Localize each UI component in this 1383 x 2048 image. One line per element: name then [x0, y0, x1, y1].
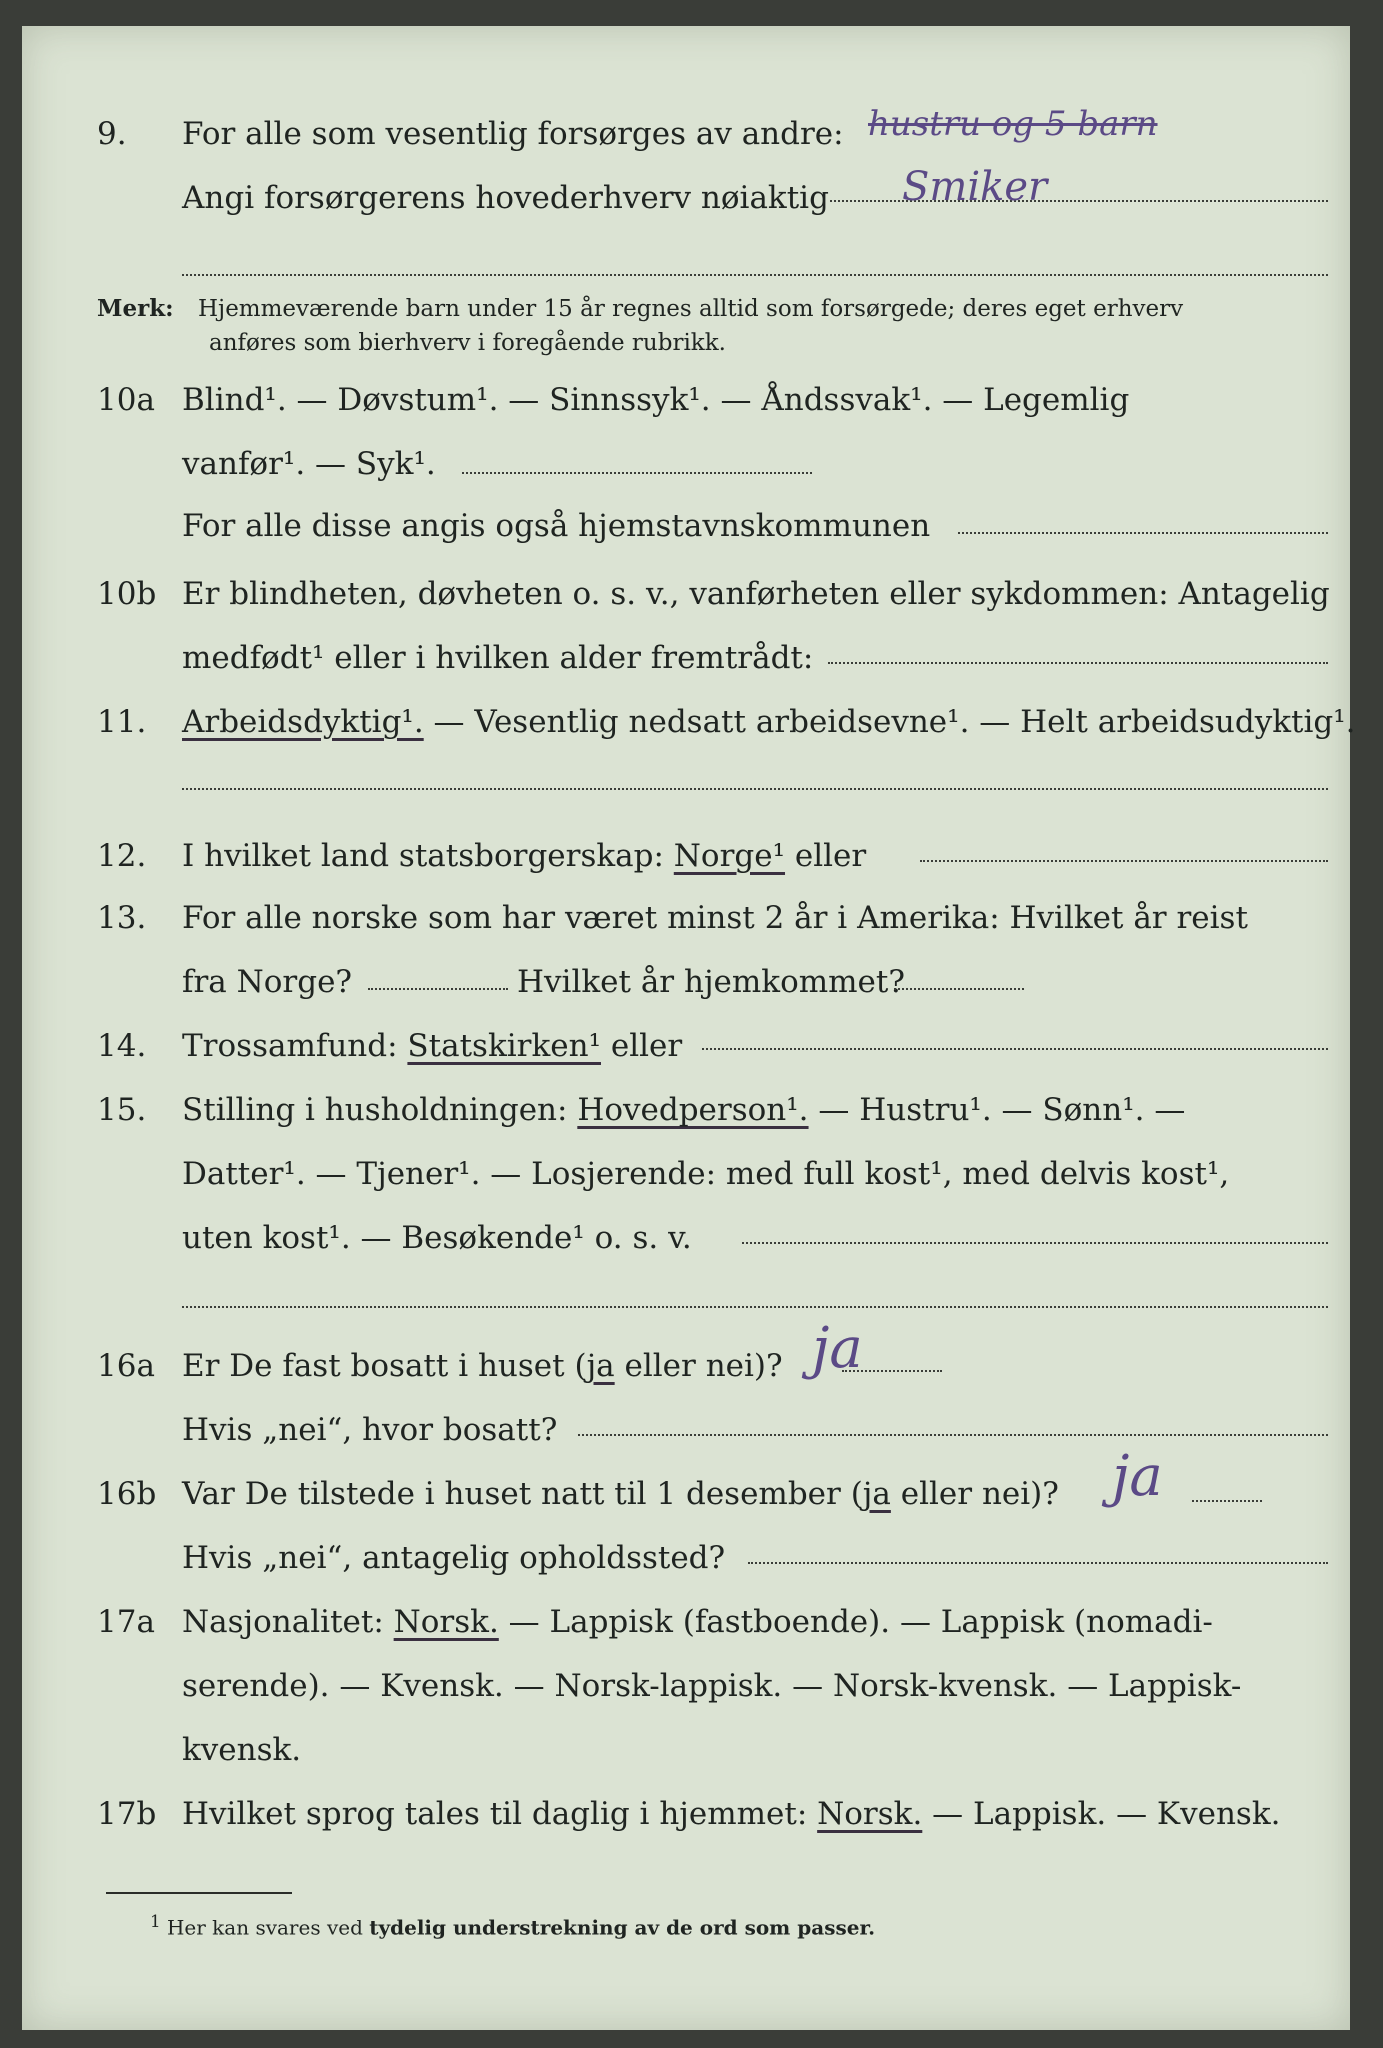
question-number: 14. — [97, 1028, 147, 1064]
option-text: eller nei)? — [614, 1348, 783, 1384]
question-label: Stilling i husholdningen: — [182, 1092, 578, 1128]
question-number: 17b — [97, 1796, 157, 1832]
question-text: For alle som vesentlig forsørges av andre: — [182, 116, 844, 152]
question-number: 12. — [97, 838, 147, 874]
selected-option: Hovedperson¹. — [577, 1092, 809, 1128]
answer-line — [920, 860, 1328, 862]
handwritten-answer: ja — [1112, 1444, 1163, 1509]
answer-line — [958, 532, 1328, 534]
question-text: serende). — Kvensk. — Norsk-lappisk. — Norsk-kvensk. — Lappisk- — [182, 1668, 1242, 1704]
question-text — [182, 1602, 1213, 1642]
option-text: — Lappisk (fastboende). — Lappisk (nomadi- — [498, 1604, 1213, 1640]
question-text: Hvis „nei“, antagelig opholdssted? — [182, 1540, 726, 1576]
question-text: Angi forsørgerens hovederhverv nøiaktig — [182, 180, 829, 216]
selected-option: ja — [862, 1476, 891, 1512]
answer-line — [182, 788, 1328, 790]
note-text: Hjemmeværende barn under 15 år regnes alltid som forsørgede; deres eget erhverv — [198, 296, 1184, 322]
question-label: Hvilket sprog tales til daglig i hjemmet: — [182, 1796, 818, 1832]
selected-option: Arbeidsdyktig¹. — [182, 704, 424, 740]
question-text: Blind¹. — Døvstum¹. — Sinnssyk¹. — Åndssvak¹. — Legemlig — [182, 382, 1130, 418]
answer-line — [702, 1048, 1328, 1050]
question-number: 11. — [97, 704, 147, 740]
option-text: — Vesentlig nedsatt arbeidsevne¹. — Helt arbeidsudyktig¹. — [423, 704, 1356, 740]
answer-line — [182, 1306, 1328, 1308]
footnote-emphasis: tydelig understrekning av de ord som passer. — [369, 1915, 876, 1940]
census-form-page — [22, 26, 1356, 2030]
question-text: Hvilket år hjemkommet? — [517, 964, 905, 1000]
question-text — [182, 1794, 1280, 1834]
question-number: 10b — [97, 576, 157, 612]
option-text: — Lappisk. — Kvensk. — [922, 1796, 1281, 1832]
answer-line — [748, 1562, 1328, 1564]
note-text: anføres som bierhverv i foregående rubrikk. — [209, 330, 726, 356]
question-text — [182, 1346, 783, 1386]
question-text: vanfør¹. — Syk¹. — [182, 446, 436, 482]
question-label: Var De tilstede i huset natt til 1 desember ( — [182, 1476, 863, 1512]
question-text — [182, 1026, 682, 1066]
question-text: kvensk. — [182, 1732, 302, 1768]
handwritten-occupation: Smiker — [902, 164, 1048, 210]
option-text: — Hustru¹. — Sønn¹. — — [808, 1092, 1186, 1128]
question-text — [182, 702, 1356, 742]
question-text — [182, 836, 866, 876]
question-text: Hvis „nei“, hvor bosatt? — [182, 1412, 558, 1448]
question-number: 16b — [97, 1476, 157, 1512]
question-text: fra Norge? — [182, 964, 353, 1000]
question-number: 16a — [97, 1348, 155, 1384]
question-label: Trossamfund: — [182, 1028, 408, 1064]
footnote-mark: 1 — [150, 1912, 161, 1931]
question-text: medfødt¹ eller i hvilken alder fremtrådt: — [182, 640, 814, 676]
question-text: Er blindheten, døvheten o. s. v., vanførheten eller sykdommen: Antagelig — [182, 576, 1330, 612]
selected-option: Norsk. — [817, 1796, 923, 1832]
question-text — [182, 1090, 1185, 1130]
question-text: For alle norske som har været minst 2 år i Amerika: Hvilket år reist — [182, 900, 1248, 936]
answer-line — [462, 472, 812, 474]
answer-line — [894, 988, 1024, 990]
handwritten-answer: ja — [812, 1316, 863, 1381]
question-number: 10a — [97, 382, 155, 418]
option-text: eller nei)? — [890, 1476, 1059, 1512]
option-text: eller — [601, 1028, 683, 1064]
answer-line — [1192, 1500, 1262, 1502]
selected-option: ja — [586, 1348, 615, 1384]
question-number: 13. — [97, 900, 147, 936]
footnote-text: Her kan svares ved — [166, 1915, 370, 1940]
question-number: 15. — [97, 1092, 147, 1128]
question-label: I hvilket land statsborgerskap: — [182, 838, 674, 874]
question-text: For alle disse angis også hjemstavnskommunen — [182, 508, 931, 544]
answer-line — [828, 662, 1328, 664]
selected-option: Norge¹ — [673, 838, 786, 874]
answer-line — [578, 1434, 1328, 1436]
option-text: eller — [785, 838, 867, 874]
question-number: 9. — [97, 116, 127, 152]
note-label: Merk: — [97, 295, 174, 322]
footnote-rule — [106, 1892, 292, 1894]
question-text: Datter¹. — Tjener¹. — Losjerende: med full kost¹, med delvis kost¹, — [182, 1156, 1230, 1192]
question-label: Er De fast bosatt i huset ( — [182, 1348, 587, 1384]
question-label: Nasjonalitet: — [182, 1604, 394, 1640]
selected-option: Norsk. — [393, 1604, 499, 1640]
question-text — [182, 1474, 1059, 1514]
question-text: uten kost¹. — Besøkende¹ o. s. v. — [182, 1220, 692, 1256]
answer-line — [368, 988, 508, 990]
answer-line — [742, 1242, 1328, 1244]
footnote — [150, 1912, 875, 1940]
handwritten-dependents: hustru og 5 barn — [868, 104, 1158, 144]
answer-line — [182, 274, 1328, 276]
selected-option: Statskirken¹ — [407, 1028, 601, 1064]
question-number: 17a — [97, 1604, 155, 1640]
